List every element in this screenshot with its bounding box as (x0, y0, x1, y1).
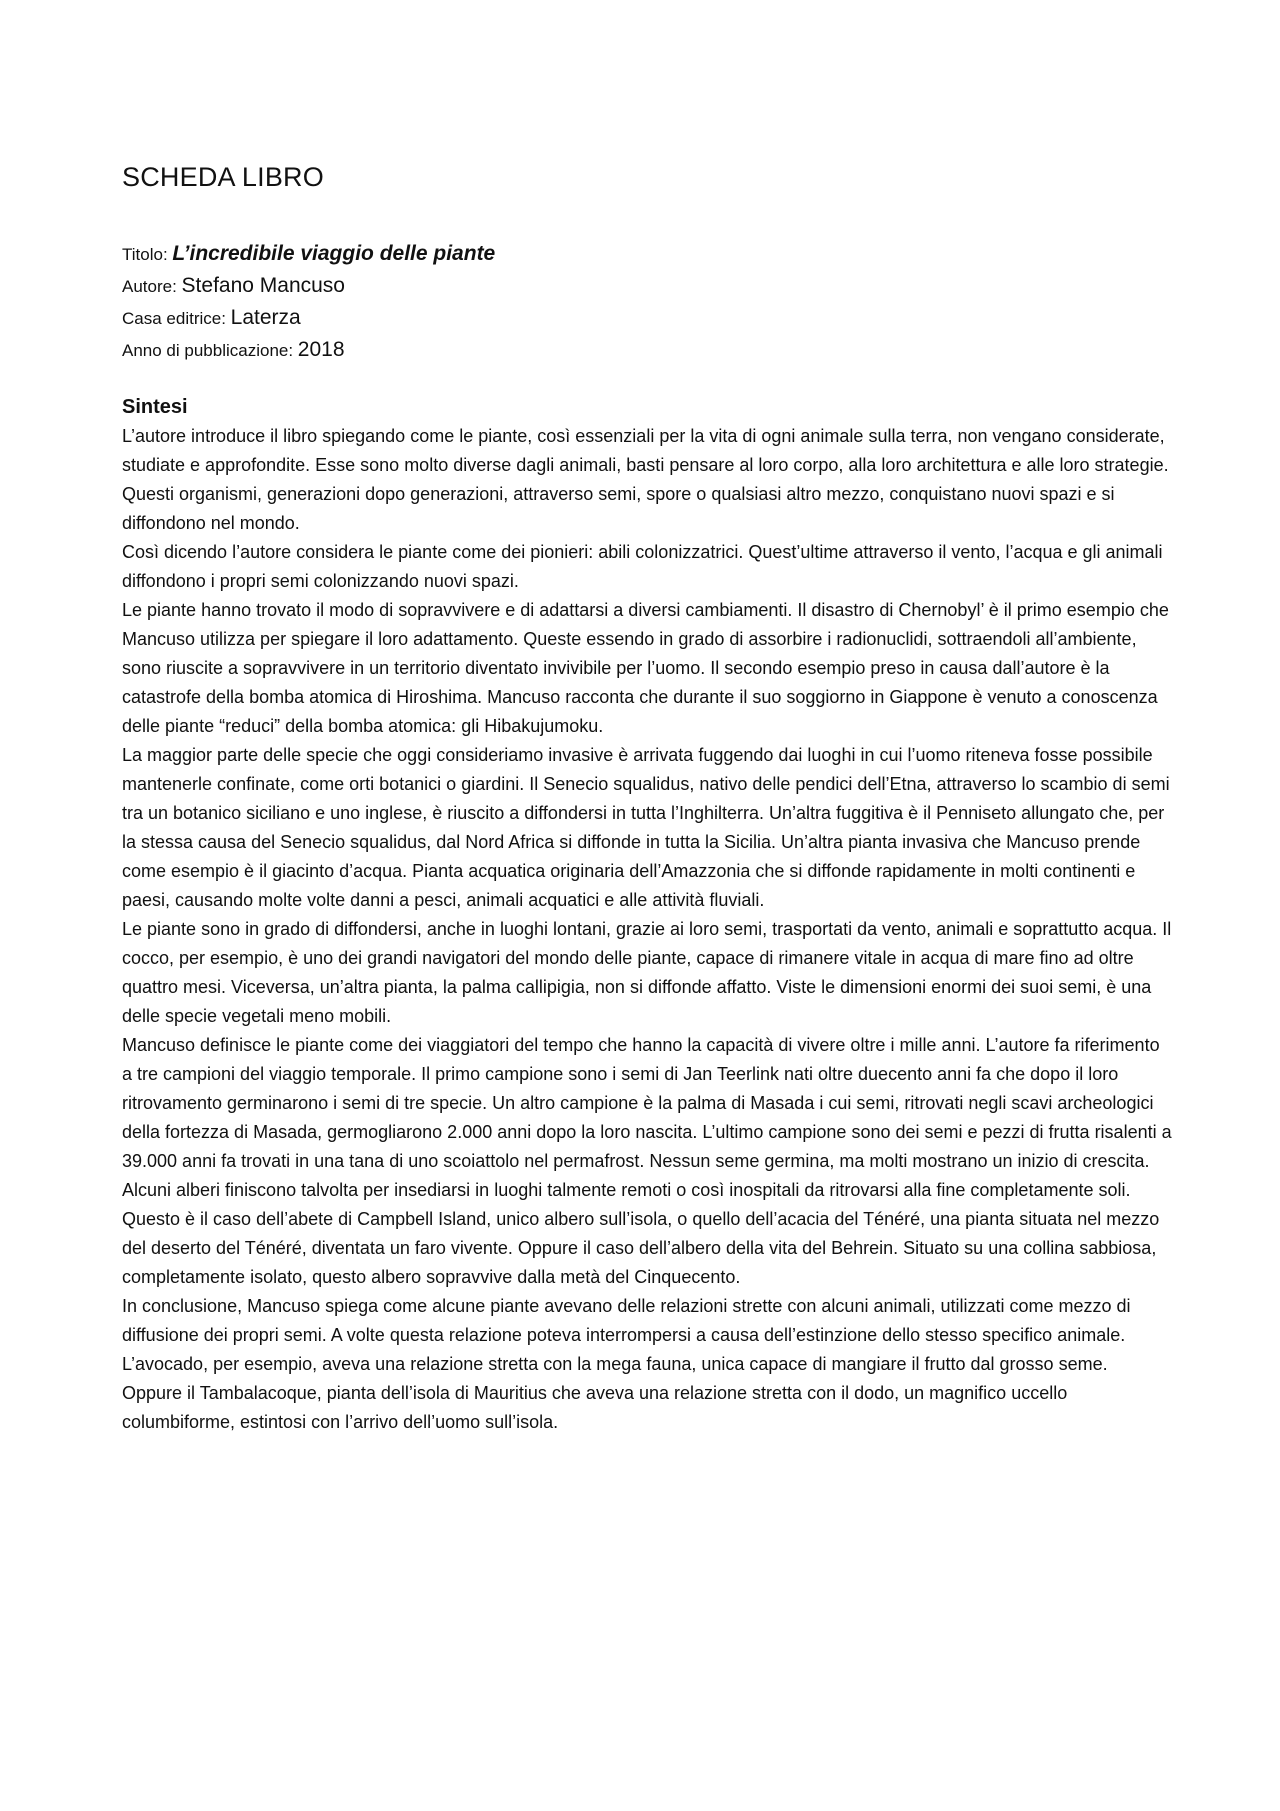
document-page (122, 160, 1172, 1437)
document-title: SCHEDA LIBRO (122, 162, 324, 192)
meta-label: Anno di pubblicazione: (122, 341, 298, 360)
book-metadata (122, 238, 1172, 366)
publisher-value: Laterza (230, 306, 301, 329)
meta-row-author (122, 270, 1172, 302)
book-title-value: L’incredibile viaggio delle piante (172, 242, 496, 265)
summary-paragraph: In conclusione, Mancuso spiega come alcune piante avevano delle relazioni strette con alcuni animali, utilizzati come mezzo di diffusione dei propri semi. A volte questa relazione poteva interrompersi a causa dell’estinzione dello stesso specifico animale. L’avocado, per esempio, aveva una relazione stretta con la mega fauna, unica capace di mangiare il frutto dal grosso seme. Oppure il Tambalacoque, pianta dell’isola di Mauritius che aveva una relazione stretta con il dodo, un magnifico uccello columbiforme, estintosi con l’arrivo dell’uomo sull’isola. (122, 1296, 1131, 1432)
year-value: 2018 (297, 338, 345, 361)
meta-label: Casa editrice: (122, 309, 231, 328)
summary-paragraph: Così dicendo l’autore considera le piante come dei pionieri: abili colonizzatrici. Quest’ultime attraverso il vento, l’acqua e gli animali diffondono i propri semi colonizzando nuovi spazi. (122, 542, 1163, 591)
summary-body (122, 422, 1172, 1437)
meta-label: Autore: (122, 277, 182, 296)
meta-row-year (122, 334, 1172, 366)
summary-paragraph: L’autore introduce il libro spiegando come le piante, così essenziali per la vita di ogni animale sulla terra, non vengano considerate, studiate e approfondite. Esse sono molto diverse dagli animali, basti pensare al loro corpo, alla loro architettura e alle loro strategie. Questi organismi, generazioni dopo generazioni, attraverso semi, spore o qualsiasi altro mezzo, conquistano nuovi spazi e si diffondono nel mondo. (122, 426, 1169, 533)
section-heading-sintesi: Sintesi (122, 396, 188, 418)
summary-paragraph: La maggior parte delle specie che oggi consideriamo invasive è arrivata fuggendo dai luoghi in cui l’uomo riteneva fosse possibile mantenerle confinate, come orti botanici o giardini. Il Senecio squalidus, nativo delle pendici dell’Etna, attraverso lo scambio di semi tra un botanico siciliano e uno inglese, è riuscito a diffondersi in tutta l’Inghilterra. Un’altra fuggitiva è il Penniseto allungato che, per la stessa causa del Senecio squalidus, dal Nord Africa si diffonde in tutta la Sicilia. Un’altra pianta invasiva che Mancuso prende come esempio è il giacinto d’acqua. Pianta acquatica originaria dell’Amazzonia che si diffonde rapidamente in molti continenti e paesi, causando molte volte danni a pesci, animali acquatici e alle attività fluviali. (122, 745, 1170, 910)
meta-row-publisher (122, 302, 1172, 334)
author-value: Stefano Mancuso (181, 274, 345, 297)
meta-row-title (122, 238, 1172, 270)
summary-paragraph: Mancuso definisce le piante come dei viaggiatori del tempo che hanno la capacità di vivere oltre i mille anni. L’autore fa riferimento a tre campioni del viaggio temporale. Il primo campione sono i semi di Jan Teerlink nati oltre duecento anni fa che dopo il loro ritrovamento germinarono i semi di tre specie. Un altro campione è la palma di Masada i cui semi, ritrovati negli scavi archeologici della fortezza di Masada, germogliarono 2.000 anni dopo la loro nascita. L’ultimo campione sono dei semi e pezzi di frutta risalenti a 39.000 anni fa trovati in una tana di uno scoiattolo nel permafrost. Nessun seme germina, ma molti mostrano un inizio di crescita. (122, 1035, 1172, 1171)
summary-paragraph: Le piante hanno trovato il modo di sopravvivere e di adattarsi a diversi cambiamenti. Il disastro di Chernobyl’ è il primo esempio che Mancuso utilizza per spiegare il loro adattamento. Queste essendo in grado di assorbire i radionuclidi, sottraendoli all’ambiente, sono riuscite a sopravvivere in un territorio diventato invivibile per l’uomo. Il secondo esempio preso in causa dall’autore è la catastrofe della bomba atomica di Hiroshima. Mancuso racconta che durante il suo soggiorno in Giappone è venuto a conoscenza delle piante “reduci” della bomba atomica: gli Hibakujumoku. (122, 600, 1169, 736)
summary-paragraph: Le piante sono in grado di diffondersi, anche in luoghi lontani, grazie ai loro semi, trasportati da vento, animali e soprattutto acqua. Il cocco, per esempio, è uno dei grandi navigatori del mondo delle piante, capace di rimanere vitale in acqua di mare fino ad oltre quattro mesi. Viceversa, un’altra pianta, la palma callipigia, non si diffonde affatto. Viste le dimensioni enormi dei suoi semi, è una delle specie vegetali meno mobili. (122, 919, 1172, 1026)
summary-paragraph: Alcuni alberi finiscono talvolta per insediarsi in luoghi talmente remoti o così inospitali da ritrovarsi alla fine completamente soli. Questo è il caso dell’abete di Campbell Island, unico albero sull’isola, o quello dell’acacia del Ténéré, una pianta situata nel mezzo del deserto del Ténéré, diventata un faro vivente. Oppure il caso dell’albero della vita del Behrein. Situato su una collina sabbiosa, completamente isolato, questo albero sopravvive dalla metà del Cinquecento. (122, 1180, 1160, 1287)
meta-label: Titolo: (122, 245, 173, 264)
